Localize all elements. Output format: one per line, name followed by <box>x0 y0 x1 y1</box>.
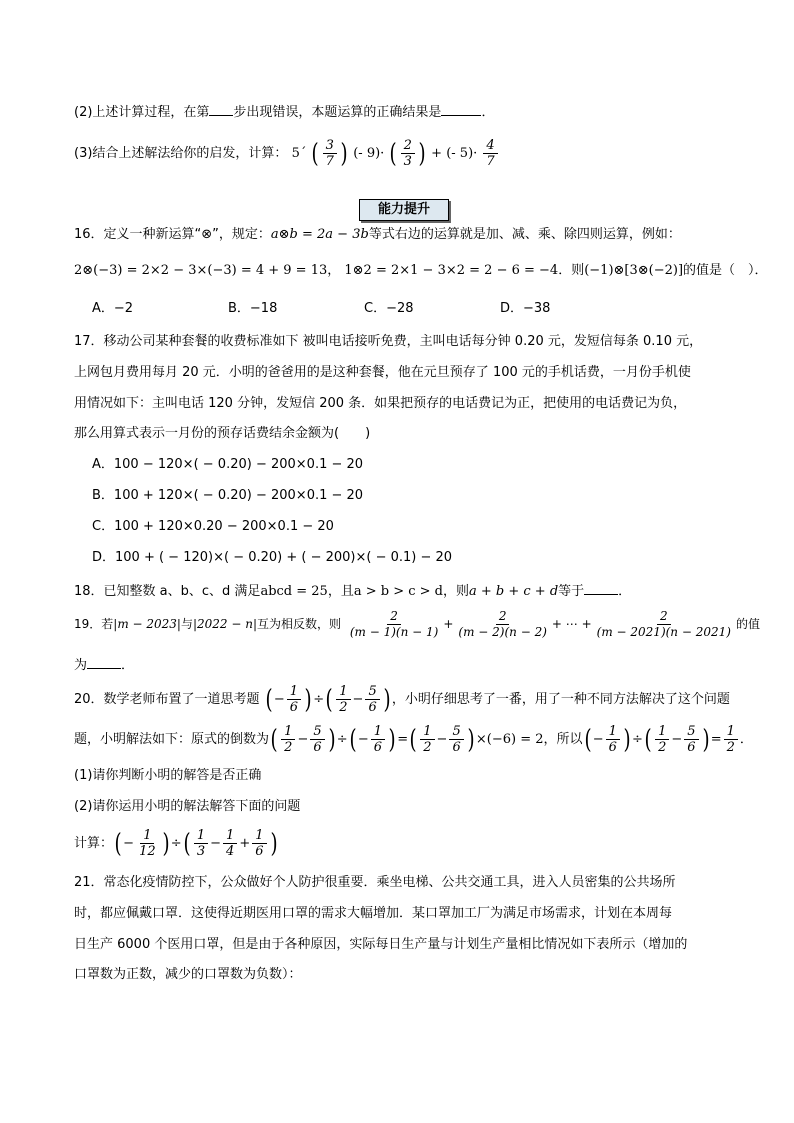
fraction-numerator: 1 <box>140 828 154 844</box>
fraction-denominator: 2 <box>284 740 293 755</box>
q18-expression: a + b + c + d <box>469 584 559 599</box>
right-paren: ) <box>467 724 475 755</box>
left-paren: ( <box>325 684 333 715</box>
fraction <box>401 138 415 169</box>
left-paren: ( <box>409 724 417 755</box>
q18-text-a: 18．已知整数 a、b、c、d 满足 <box>74 584 261 599</box>
q17-line-3: 用情况如下：主叫电话 120 分钟，发短信 200 条．如果把预存的电话费记为正，把使用的电话费记为负， <box>74 396 687 411</box>
q15-part2-text-c: ． <box>481 105 495 120</box>
answer-blank[interactable] <box>584 580 618 595</box>
q18-text-c: ，则 <box>442 584 469 599</box>
fraction-denominator: 6 <box>608 740 617 755</box>
answer-blank[interactable] <box>209 101 233 116</box>
q20-line-1 <box>74 682 730 718</box>
choice-d[interactable]: D．−38 <box>500 301 551 316</box>
fraction <box>365 684 379 715</box>
left-paren: ( <box>312 138 320 169</box>
right-paren: ) <box>418 138 426 169</box>
q15-part2-text-b: 步出现错误，本题运算的正确结果是 <box>233 105 442 120</box>
q19-text-b: 与 <box>180 617 193 631</box>
right-paren: ) <box>340 138 348 169</box>
q19-abs-1: |m − 2023| <box>113 617 181 631</box>
fraction-numerator: 5 <box>365 684 379 700</box>
q15-part3-text: (3)结合上述解法给你的启发，计算： <box>74 146 288 161</box>
fraction-denominator: 4 <box>226 844 235 859</box>
left-paren: ( <box>183 828 191 859</box>
minus-sign: − <box>273 692 285 707</box>
fraction-numerator: 2 <box>387 609 401 625</box>
fraction <box>724 724 738 755</box>
q15-part3-tail: + (- 5)· <box>431 146 478 161</box>
fraction-denominator: 7 <box>486 154 495 169</box>
q20-text-b: ，小明仔细思考了一番，用了一种不同方法解决了这个问题 <box>391 692 730 707</box>
q19-text-a: 19．若 <box>74 617 114 631</box>
right-paren: ) <box>270 828 278 859</box>
q16-choices <box>92 300 724 318</box>
fraction-denominator: (m − 2021)(n − 2021) <box>596 625 731 639</box>
fraction <box>287 684 301 715</box>
answer-blank[interactable] <box>441 101 481 116</box>
minus-sign: − <box>352 692 364 707</box>
fraction-denominator: 2 <box>726 740 735 755</box>
section-badge: 能力提升 <box>359 199 449 221</box>
left-paren: ( <box>114 828 122 859</box>
choice-b[interactable]: B．−18 <box>228 301 278 316</box>
fraction-denominator: 6 <box>289 700 299 715</box>
right-paren: ) <box>328 724 336 755</box>
choice-d[interactable]: D．100 + ( − 120)×( − 0.20) + ( − 200)×( − 0.1) − 20 <box>92 550 453 565</box>
fraction <box>281 724 295 755</box>
fraction-numerator: 1 <box>606 724 620 740</box>
q20-subquestion-1: (1)请你判断小明的解答是否正确 <box>74 768 262 783</box>
fraction-denominator: 2 <box>339 700 348 715</box>
q19-text-f: ． <box>121 658 135 673</box>
fraction-denominator: (m − 1)(n − 1) <box>349 625 439 639</box>
fraction-denominator: 6 <box>255 844 264 859</box>
q15-part2-text-a: (2)上述计算过程，在第 <box>74 105 210 120</box>
choice-a[interactable]: A．−2 <box>92 301 134 316</box>
fraction-denominator: 6 <box>452 740 461 755</box>
right-paren: ) <box>383 684 391 715</box>
fraction-numerator: 5 <box>449 724 463 740</box>
q20-subquestion-2: (2)请你运用小明的解法解答下面的问题 <box>74 799 301 814</box>
fraction <box>684 724 698 755</box>
fraction-numerator: 3 <box>323 138 337 154</box>
q16-definition: a⊗b = 2a − 3b <box>270 227 369 242</box>
q18 <box>74 580 724 601</box>
right-paren: ) <box>304 684 312 715</box>
fraction <box>483 138 497 169</box>
fraction <box>371 724 385 755</box>
fraction-numerator: 1 <box>724 724 738 740</box>
q18-text-e: ． <box>618 584 632 599</box>
q16-ask-b: 的值是（ ）． <box>683 263 768 278</box>
fraction-denominator: 7 <box>325 154 334 169</box>
q21-line-1: 21．常态化疫情防控下，公众做好个人防护很重要．乘坐电梯、公共交通工具，进入人员密集的公共场所 <box>74 875 676 890</box>
fraction-denominator: 3 <box>403 154 412 169</box>
q18-text-d: 等于 <box>558 584 585 599</box>
right-paren: ) <box>162 828 170 859</box>
plus-ellipsis: + ⋯ + <box>551 617 592 631</box>
q19-text-e: 为 <box>74 658 88 673</box>
q15-part3-expr-lead: 5´ <box>291 146 307 161</box>
fraction <box>449 724 463 755</box>
right-paren: ) <box>702 724 710 755</box>
left-paren: ( <box>389 138 398 169</box>
divide-sign: ÷ <box>313 692 325 707</box>
fraction-denominator: 12 <box>139 844 156 859</box>
left-paren: ( <box>265 684 273 715</box>
fraction-denominator: 6 <box>368 700 377 715</box>
right-paren: ) <box>623 724 631 755</box>
q16-ask-expr: (−1)⊗[3⊗(−2)] <box>584 263 684 278</box>
fraction <box>310 724 324 755</box>
fraction <box>455 609 549 640</box>
q18-condition-1: abcd = 25 <box>260 584 328 599</box>
q20-text-d: = 2，所以 <box>520 732 583 747</box>
q17-line-1: 17．移动公司某种套餐的收费标准如下 被叫电话接听免费，主叫电话每分钟 0.20 元，发短信每条 0.10 元， <box>74 334 703 349</box>
fraction <box>420 724 434 755</box>
q19-abs-2: |2022 − n| <box>192 617 258 631</box>
fraction-denominator: (m − 2)(n − 2) <box>458 625 547 639</box>
choice-c[interactable]: C．−28 <box>364 301 414 316</box>
q19-line-2 <box>74 654 724 675</box>
fraction <box>594 609 734 640</box>
q20-line-2: 题，小明解法如下：原式的倒数为( $\frac{1}{2}$ − $\frac{5}{6}$ ) ÷( − $\frac{1}{6}$ ) =( $\frac{1}{2}$ − $\frac{5}{6}$ ) ×(−6) = 2，所以( − $\frac{1}{6}$ ) ÷( $\frac{1}{2}$ − $\frac{5}{6}$ ) = $\frac{1}{2}$ ． <box>74 724 753 755</box>
fraction-denominator: 6 <box>313 740 322 755</box>
q19-text-d: 的值 <box>735 617 760 631</box>
q20-text-a: 20．数学老师布置了一道思考题 <box>74 692 260 707</box>
q16-text2: 等式右边的运算就是加、减、乘、除四则运算，例如： <box>368 227 681 242</box>
q17-line-2: 上网包月费用每月 20 元．小明的爸爸用的是这种套餐，他在元旦预存了 100 元的手机话费，一月份手机使 <box>74 365 691 380</box>
q20-text-c: 题，小明解法如下：原式的倒数为 <box>74 732 270 747</box>
fraction-denominator: 6 <box>687 740 696 755</box>
q16-example-2: 1⊗2 = 2×1 − 3×2 = 2 − 6 = −4 <box>344 263 559 278</box>
fraction-numerator: 5 <box>684 724 698 740</box>
q21-line-3: 日生产 6000 个医用口罩，但是由于各种原因，实际每日生产量与计划生产量相比情况如下表所示（增加的 <box>74 937 688 952</box>
q15-part3 <box>74 138 724 169</box>
choice-b[interactable]: B．100 + 120×( − 0.20) − 200×0.1 − 20 <box>92 488 364 503</box>
q16-example-1: 2⊗(−3) = 2×2 − 3×(−3) = 4 + 9 = 13， <box>74 263 341 278</box>
q19 <box>74 606 760 642</box>
fraction <box>606 724 620 755</box>
plus-sign: + <box>443 617 454 631</box>
fraction-numerator: 1 <box>194 828 208 844</box>
fraction-denominator: 2 <box>423 740 432 755</box>
left-paren: ( <box>270 724 278 755</box>
left-paren: ( <box>349 724 357 755</box>
q16-example <box>74 262 768 280</box>
q15-part3-mid: (- 9)· <box>353 146 385 161</box>
q20-calc-label: 计算： <box>74 836 114 851</box>
fraction <box>252 828 266 859</box>
fraction <box>223 828 237 859</box>
left-paren: ( <box>584 724 592 755</box>
fraction-denominator: 6 <box>373 740 383 755</box>
q17-line-4: 那么用算式表示一月份的预存话费结余金额为( ) <box>74 426 371 441</box>
fraction-numerator: 1 <box>223 828 237 844</box>
fraction-numerator: 2 <box>401 138 415 154</box>
fraction-numerator: 1 <box>281 724 295 740</box>
fraction-numerator: 1 <box>287 684 301 700</box>
choice-c[interactable]: C．100 + 120×0.20 − 200×0.1 − 20 <box>92 519 334 534</box>
choice-a[interactable]: A．100 − 120×( − 0.20) − 200×0.1 − 20 <box>92 457 364 472</box>
fraction <box>136 828 159 859</box>
fraction-numerator: 4 <box>483 138 497 154</box>
fraction-numerator: 5 <box>310 724 324 740</box>
answer-blank[interactable] <box>87 654 121 669</box>
fraction-denominator: 2 <box>658 740 667 755</box>
q20-text-e: ． <box>739 732 753 747</box>
fraction <box>336 684 350 715</box>
fraction-numerator: 1 <box>655 724 669 740</box>
fraction <box>655 724 669 755</box>
fraction-numerator: 2 <box>496 609 510 625</box>
q21-line-2: 时，都应佩戴口罩．这使得近期医用口罩的需求大幅增加．某口罩加工厂为满足市场需求，计划在本周每 <box>74 906 673 921</box>
q18-condition-2: a > b > c > d <box>353 584 443 599</box>
fraction-numerator: 1 <box>252 828 266 844</box>
left-paren: ( <box>644 724 652 755</box>
fraction <box>194 828 208 859</box>
fraction-numerator: 1 <box>420 724 434 740</box>
fraction-denominator: 3 <box>196 844 206 859</box>
q21-line-4: 口罩数为正数，减少的口罩数为负数）： <box>74 967 302 982</box>
fraction-numerator: 1 <box>336 684 350 700</box>
q18-text-b: ，且 <box>327 584 354 599</box>
q15-part2 <box>74 101 724 122</box>
q16-ask-a: ．则 <box>558 263 585 278</box>
fraction-numerator: 1 <box>371 724 385 740</box>
fraction <box>323 138 337 169</box>
q20-calc: 计算：( − $\frac{1}{12}$ ) ÷( $\frac{1}{3}$ − $\frac{1}{4}$ + $\frac{1}{6}$ ) <box>74 828 278 859</box>
fraction-numerator: 2 <box>657 609 671 625</box>
q16-text: 16．定义一种新运算“⊗”，规定： <box>74 227 271 242</box>
q19-text-c: 互为相反数，则 <box>257 617 342 631</box>
q16-stem <box>74 226 724 244</box>
right-paren: ) <box>388 724 396 755</box>
fraction <box>347 609 441 640</box>
